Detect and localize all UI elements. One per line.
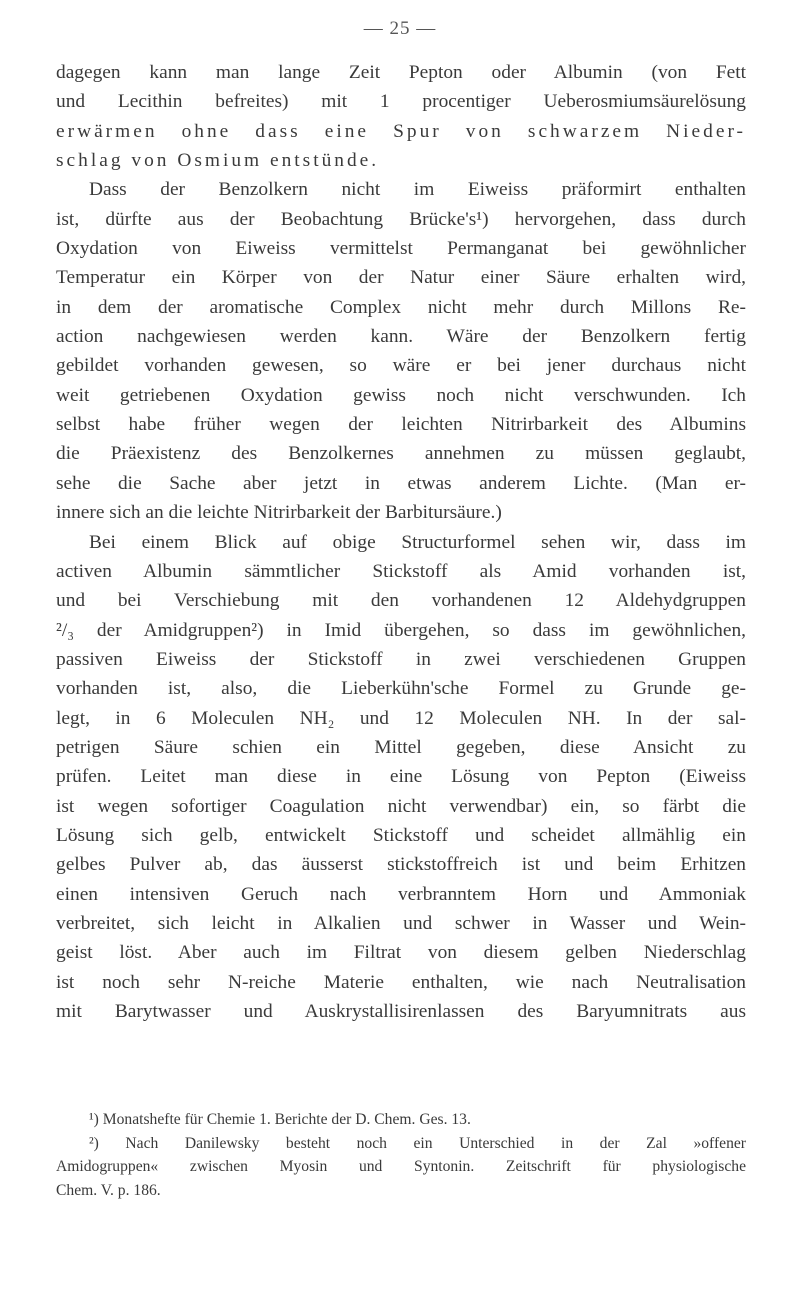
- text-line: Temperatur ein Körper von der Natur einer Säure erhalten wird,: [56, 267, 746, 289]
- text-line: ist, dürfte aus der Beobachtung Brücke's¹) hervorgehen, dass durch: [56, 208, 746, 230]
- text-line: legt, in 6 Moleculen NH₂ und 12 Moleculen NH. In der sal-: [56, 707, 746, 729]
- text-line: ²/₃ der Amidgruppen²) in Imid übergehen, so dass im gewöhnlichen,: [56, 619, 746, 641]
- text-line: gebildet vorhanden gewesen, so wäre er bei jener durchaus nicht: [56, 355, 746, 377]
- footnote-line: Chem. V. p. 186.: [56, 1181, 161, 1199]
- text-line: passiven Eiweiss der Stickstoff in zwei verschiedenen Gruppen: [56, 648, 746, 670]
- text-line: und Lecithin befreites) mit 1 procentiger Ueberosmiumsäurelösung: [56, 91, 746, 113]
- text-line: Oxydation von Eiweiss vermittelst Permanganat bei gewöhnlicher: [56, 238, 746, 260]
- footnotes: [56, 1108, 746, 1202]
- text-line: weit getriebenen Oxydation gewiss noch nicht verschwunden. Ich: [56, 384, 746, 406]
- text-line: einen intensiven Geruch nach verbranntem Horn und Ammoniak: [56, 883, 746, 905]
- text-line: dagegen kann man lange Zeit Pepton oder Albumin (von Fett: [56, 62, 746, 83]
- footnote-line: ¹) Monatshefte für Chemie 1. Berichte der D. Chem. Ges. 13.: [89, 1111, 471, 1128]
- text-line: Dass der Benzolkern nicht im Eiweiss präformirt enthalten: [89, 179, 746, 201]
- text-line: gelbes Pulver ab, das äusserst stickstoffreich ist und beim Erhitzen: [56, 854, 746, 876]
- text-line: geist löst. Aber auch im Filtrat von diesem gelben Niederschlag: [56, 942, 746, 964]
- body-text: [56, 58, 746, 1026]
- text-line: verbreitet, sich leicht in Alkalien und schwer in Wasser und Wein-: [56, 912, 746, 934]
- footnote-line: Amidogruppen« zwischen Myosin und Syntonin. Zeitschrift für physiologische: [56, 1158, 746, 1175]
- text-line: Bei einem Blick auf obige Structurformel sehen wir, dass im: [89, 531, 746, 553]
- text-line: Lösung sich gelb, entwickelt Stickstoff und scheidet allmählig ein: [56, 824, 746, 846]
- text-line: und bei Verschiebung mit den vorhandenen 12 Aldehydgruppen: [56, 590, 746, 612]
- text-line: selbst habe früher wegen der leichten Nitrirbarkeit des Albumins: [56, 414, 746, 436]
- text-line: petrigen Säure schien ein Mittel gegeben, diese Ansicht zu: [56, 736, 746, 758]
- footnote-line: ²) Nach Danilewsky besteht noch ein Unterschied in der Zal »offener: [89, 1134, 746, 1152]
- text-line: die Präexistenz des Benzolkernes annehmen zu müssen geglaubt,: [56, 443, 746, 465]
- text-line: ist wegen sofortiger Coagulation nicht verwendbar) ein, so färbt die: [56, 795, 746, 817]
- text-line: vorhanden ist, also, die Lieberkühn'sche Formel zu Grunde ge-: [56, 678, 746, 700]
- page-number: — 25 —: [363, 18, 437, 39]
- text-line: schlag von Osmium entstünde.: [56, 150, 380, 172]
- text-line: mit Barytwasser und Auskrystallisirenlassen des Baryumnitrats aus: [56, 1001, 746, 1022]
- text-line: ist noch sehr N-reiche Materie enthalten, wie nach Neutralisation: [56, 971, 746, 993]
- text-line: in dem der aromatische Complex nicht mehr durch Millons Re-: [56, 296, 746, 318]
- text-line: sehe die Sache aber jetzt in etwas anderem Lichte. (Man er-: [56, 472, 746, 494]
- text-line: activen Albumin sämmtlicher Stickstoff als Amid vorhanden ist,: [56, 560, 746, 582]
- text-line: erwärmen ohne dass eine Spur von schwarzem Nieder-: [56, 120, 746, 142]
- text-line: prüfen. Leitet man diese in eine Lösung von Pepton (Eiweiss: [56, 766, 746, 788]
- text-line: innere sich an die leichte Nitrirbarkeit der Barbitursäure.): [56, 502, 502, 524]
- text-line: action nachgewiesen werden kann. Wäre der Benzolkern fertig: [56, 326, 746, 348]
